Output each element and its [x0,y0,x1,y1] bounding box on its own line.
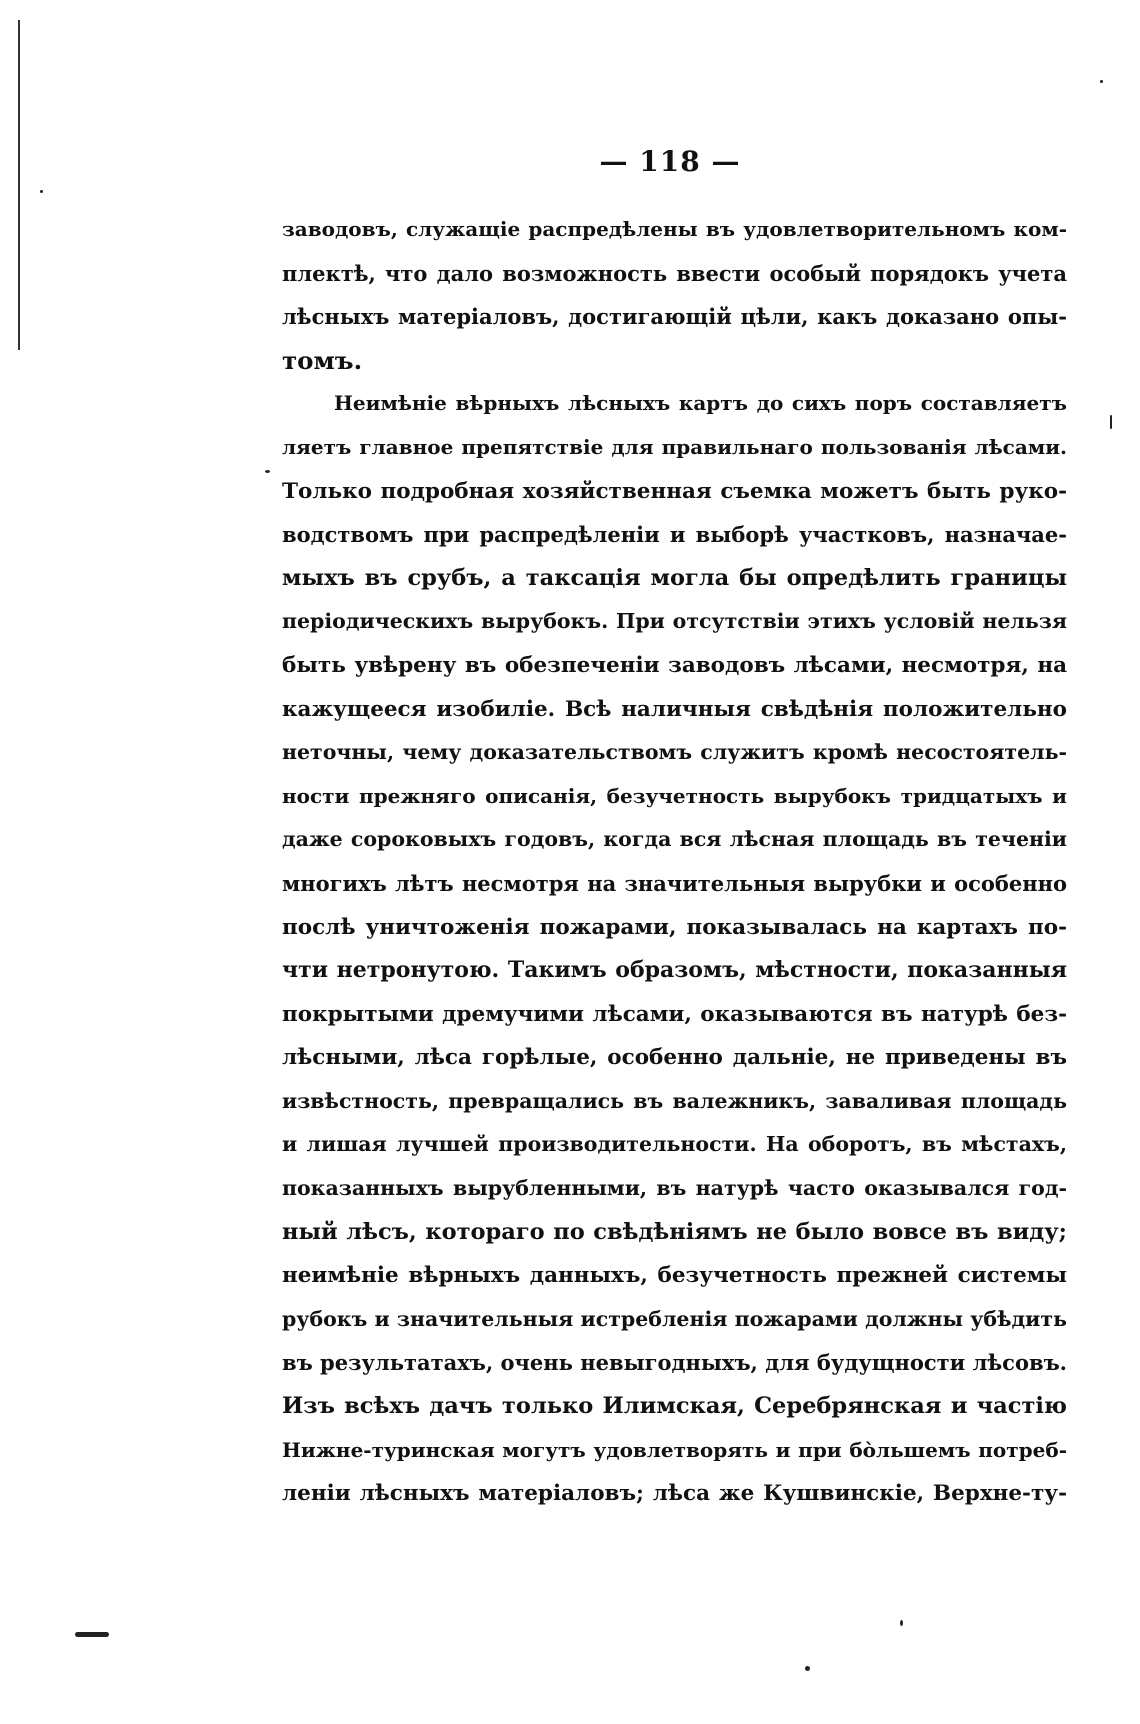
text-line: мыхъ въ срубъ, а таксація могла бы опредѣлить границы [282,564,1067,591]
text-line: періодическихъ вырубокъ. При отсутствіи этихъ условій нельзя [282,609,1067,634]
scan-edge-line [18,20,20,350]
text-line: Только подробная хозяйственная съемка можетъ быть руко- [282,478,1067,504]
text-line: плектѣ, что дало возможность ввести особый порядокъ учета [282,260,1067,286]
text-line: Неимѣніе вѣрныхъ лѣсныхъ картъ до сихъ поръ составляетъ [334,391,1067,416]
scan-speck [265,470,270,473]
scan-speck [805,1666,810,1671]
scan-speck [40,190,43,193]
text-line: Изъ всѣхъ дачъ только Илимская, Серебрянская и частію [282,1393,1067,1420]
text-line: ный лѣсъ, котораго по свѣдѣніямъ не было вовсе въ виду; [282,1218,1067,1245]
body-text [282,208,1067,1516]
scan-speck [900,1620,903,1626]
page-number: — 118 — [599,145,741,178]
text-line: ляетъ главное препятствіе для правильнаго пользованія лѣсами. [282,434,1067,459]
text-line: заводовъ, служащіе распредѣлены въ удовлетворительномъ ком- [282,217,1067,241]
text-line: многихъ лѣтъ несмотря на значительныя вырубки и особенно [282,870,1067,896]
text-line: лѣсныхъ матеріаловъ, достигающій цѣли, какъ доказано опы- [282,304,1067,330]
text-line: чти нетронутою. Такимъ образомъ, мѣстности, показанныя [282,957,1067,984]
text-line: и лишая лучшей производительности. На оборотъ, въ мѣстахъ, [282,1132,1067,1157]
text-line: извѣстность, превращались въ валежникъ, заваливая площадь [282,1088,1067,1113]
text-line: даже сороковыхъ годовъ, когда вся лѣсная площадь въ теченіи [282,827,1067,852]
text-line: неимѣніе вѣрныхъ данныхъ, безучетность прежней системы [282,1263,1067,1289]
scan-speck [75,1632,109,1637]
text-line: леніи лѣсныхъ матеріаловъ; лѣса же Кушвинскіе, Верхне-ту- [282,1481,1067,1507]
text-line: неточны, чему доказательствомъ служитъ кромѣ несостоятель- [282,740,1067,765]
scan-speck [1100,80,1103,83]
text-line: лѣсными, лѣса горѣлые, особенно дальніе, не приведены въ [282,1045,1067,1071]
text-line: быть увѣрену въ обезпеченіи заводовъ лѣсами, несмотря, на [282,652,1067,678]
scan-speck [1110,415,1112,429]
text-line: рубокъ и значительныя истребленія пожарами должны убѣдить [282,1306,1067,1331]
text-line: томъ. [282,345,363,375]
text-line: Нижне-туринская могутъ удовлетворять и при бо̀льшемъ потреб- [282,1437,1067,1462]
text-line: ности прежняго описанія, безучетность вырубокъ тридцатыхъ и [282,783,1067,808]
text-line: водствомъ при распредѣленіи и выборѣ участковъ, назначае- [282,522,1067,548]
text-line: послѣ уничтоженія пожарами, показывалась на картахъ по- [282,914,1067,940]
text-line: въ результатахъ, очень невыгодныхъ, для будущности лѣсовъ. [282,1350,1067,1376]
text-line: покрытыми дремучими лѣсами, оказываются въ натурѣ без- [282,1001,1067,1027]
text-line: показанныхъ вырубленными, въ натурѣ часто оказывался год- [282,1176,1067,1201]
text-line: кажущееся изобиліе. Всѣ наличныя свѣдѣнія положительно [282,696,1067,722]
